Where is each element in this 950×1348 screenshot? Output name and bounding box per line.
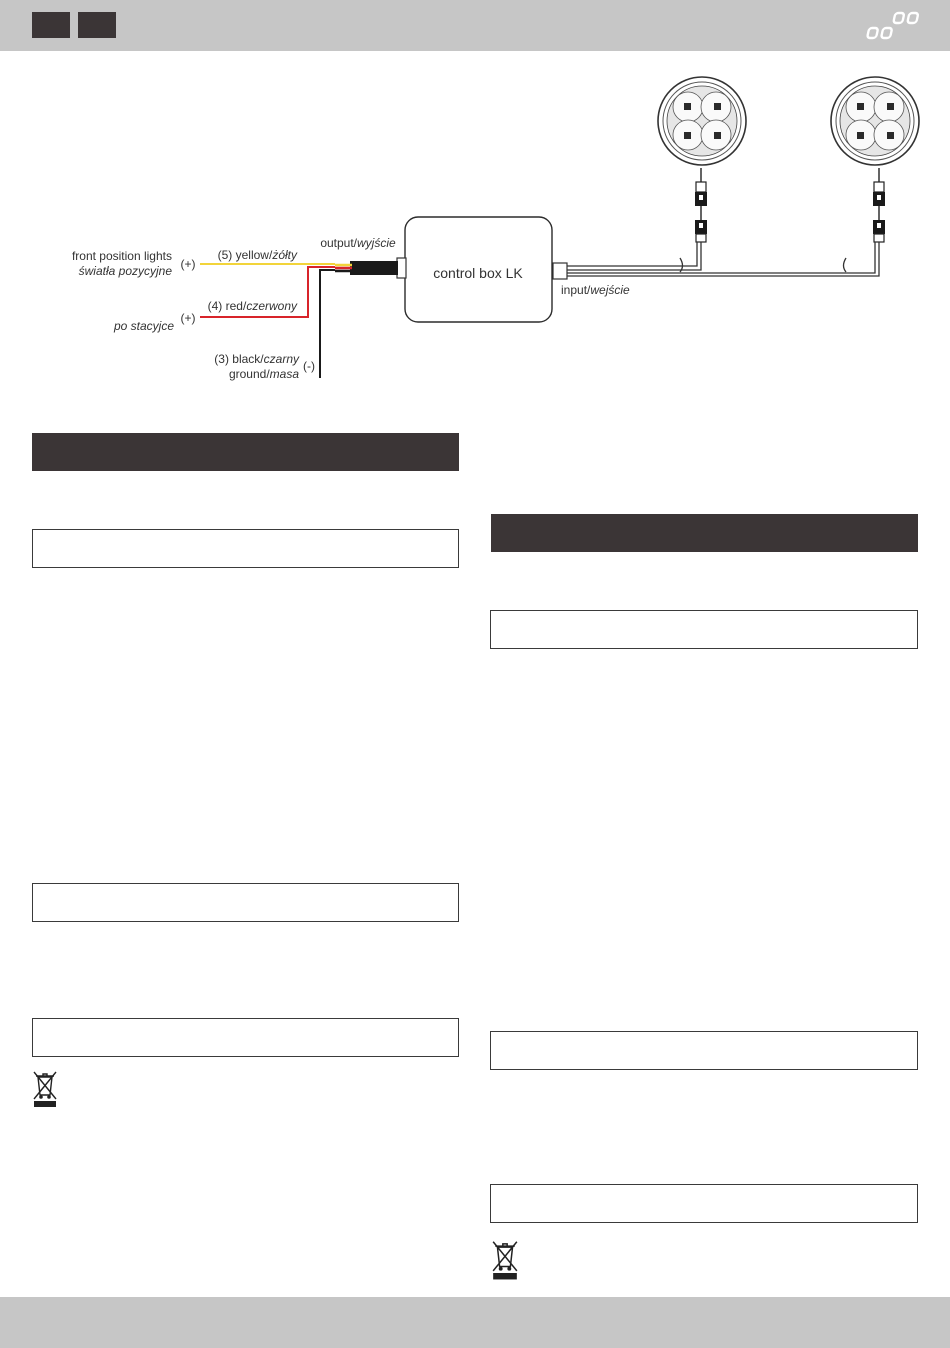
brand-logo-icon [864, 10, 920, 42]
header-bar [0, 0, 950, 51]
section-header-right [491, 514, 918, 552]
info-box-right-2 [490, 1031, 918, 1070]
control-box-label: control box LK [433, 265, 523, 281]
ignition-polarity: (+) [180, 311, 196, 325]
ground-polarity: (-) [303, 359, 315, 373]
ground-label: ground/masa [228, 367, 299, 381]
language-tab-2[interactable] [78, 12, 116, 38]
wiring-diagram [0, 51, 950, 401]
weee-bin-icon-2 [491, 1238, 519, 1280]
ignition-label: po stacyjce [113, 319, 174, 333]
black-wire-label: (3) black/czarny [214, 352, 299, 366]
info-box-left-3 [32, 1018, 459, 1057]
red-wire-label: (4) red/czerwony [207, 299, 297, 313]
yellow-wire-label: (5) yellow/żółty [217, 248, 297, 262]
black-wire [320, 270, 335, 378]
front-lights-label-pl: światła pozycyjne [78, 264, 172, 278]
weee-bin-icon [32, 1069, 58, 1107]
lamp-right-icon [831, 77, 919, 165]
info-box-left-1 [32, 529, 459, 568]
lamp-left-icon [658, 77, 746, 165]
output-label: output/wyjście [320, 236, 396, 250]
info-box-right-1 [490, 610, 918, 649]
section-header-left [32, 433, 459, 471]
language-tab-1[interactable] [32, 12, 70, 38]
input-label: input/wejście [561, 283, 630, 297]
connector-right-icon [873, 168, 885, 242]
connector-left-icon [695, 168, 707, 242]
front-lights-label: front position lights [71, 249, 172, 263]
info-box-right-3 [490, 1184, 918, 1223]
footer-bar [0, 1297, 950, 1348]
front-lights-polarity: (+) [180, 257, 196, 271]
info-box-left-2 [32, 883, 459, 922]
